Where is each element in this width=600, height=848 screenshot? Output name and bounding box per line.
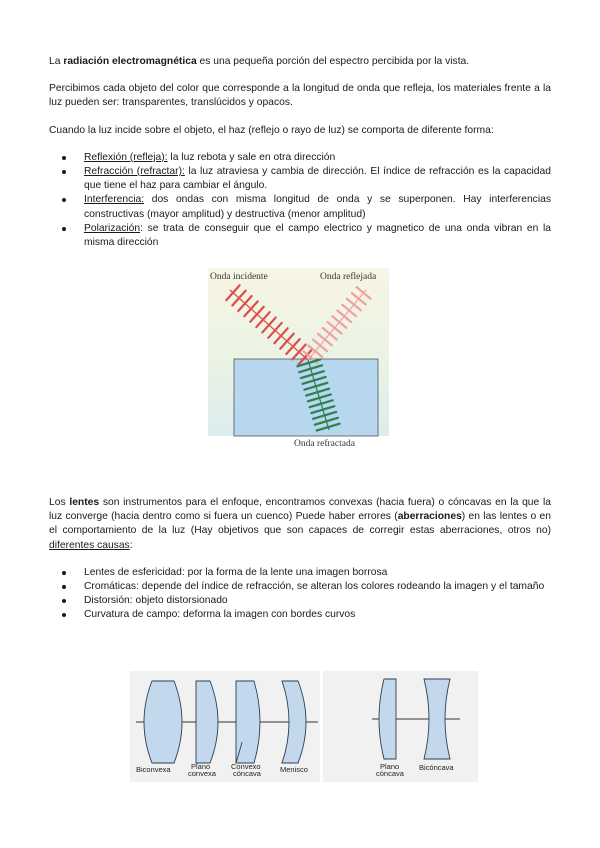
- lens-plano-concava: [379, 679, 396, 759]
- list-item: Distorsión: objeto distorsionado: [49, 594, 551, 608]
- text: Los: [49, 497, 70, 508]
- intro-text-end: es una pequeña porción del espectro percibida por la vista.: [196, 56, 470, 67]
- lenses-paragraph: [49, 496, 551, 553]
- text: :: [129, 539, 133, 551]
- list-item: [49, 222, 551, 250]
- lens-label-plano-concava: Plano cóncava: [376, 762, 404, 778]
- intro-paragraph: [49, 55, 551, 69]
- term-description: la luz rebota y sale en otra dirección: [167, 151, 336, 163]
- bold-term: aberraciones: [397, 511, 462, 523]
- term: Interferencia:: [84, 194, 145, 206]
- reflected-label: Onda reflejada: [320, 272, 377, 282]
- lens-types-figure: [130, 671, 478, 782]
- light-behavior-list: [49, 151, 551, 250]
- term-description: la luz atraviesa y cambia de dirección. El índice de refracción es la capacidad que tiene el haz para cambiar el ángulo.: [84, 166, 551, 192]
- list-item: Curvatura de campo: deforma la imagen con bordes curvos: [49, 608, 551, 622]
- document-body: [49, 55, 551, 250]
- lens-label-convexo-concava: Convexo cóncava: [231, 762, 261, 778]
- term-description: dos ondas con misma longitud de onda y se superponen. Hay interferencias constructivas (mayor amplitud) y destructiva (menor amplitud): [84, 194, 551, 220]
- list-item: [49, 193, 551, 221]
- concave-panel: [323, 671, 478, 782]
- underlined-term: diferentes causas: [49, 539, 130, 551]
- list-item: [49, 165, 551, 193]
- term-description: : se trata de conseguir que el campo electrico y magnetico de una onda vibran en la misma dirección: [84, 222, 551, 249]
- incident-label: Onda incidente: [210, 272, 268, 282]
- intro-text: La: [49, 56, 64, 67]
- refracted-label: Onda refractada: [294, 439, 355, 449]
- text: ) en las lentes o en el comportamiento de la luz (Hay objetivos que son capaces de corregir estas aberraciones, otros no): [49, 511, 551, 537]
- aberrations-list: [49, 566, 551, 623]
- color-paragraph: Percibimos cada objeto del color que corresponde a la longitud de onda que refleja, los materiales frente a la luz pueden ser: transparentes, translúcidos y opacos.: [49, 83, 551, 109]
- text: son instrumentos para el enfoque, encontramos convexas (hacia fuera) o cóncavas en la que la luz converge (hacia dentro como si fuera un cuenco) Puede haber errores (: [49, 497, 551, 523]
- wave-figure: [208, 268, 389, 450]
- intro-bold-term: radiación electromagnética: [63, 56, 197, 67]
- behavior-paragraph: Cuando la luz incide sobre el objeto, el haz (reflejo o rayo de luz) se comporta de diferente forma:: [49, 124, 494, 136]
- list-item: Lentes de esfericidad: por la forma de la lente una imagen borrosa: [49, 566, 551, 580]
- lens-label-plano-convexa: Plano convexa: [188, 762, 216, 778]
- term: Refracción (refractar):: [84, 166, 185, 178]
- term: Polarización: [84, 222, 141, 234]
- list-item: [49, 151, 551, 165]
- lens-biconvexa: [144, 681, 182, 763]
- lens-label-menisco: Menisco: [280, 765, 308, 774]
- lens-label-biconvexa: Biconvexa: [136, 765, 171, 774]
- list-item: Cromáticas: depende del índice de refracción, se alteran los colores rodeando la imagen y el tamaño: [49, 580, 551, 594]
- term: Reflexión (refleja):: [84, 151, 168, 163]
- lenses-section: [49, 496, 551, 623]
- lens-convexo-concava: [236, 681, 260, 763]
- bold-term: lentes: [69, 497, 100, 508]
- lens-label-biconcava: Bicóncava: [419, 763, 454, 772]
